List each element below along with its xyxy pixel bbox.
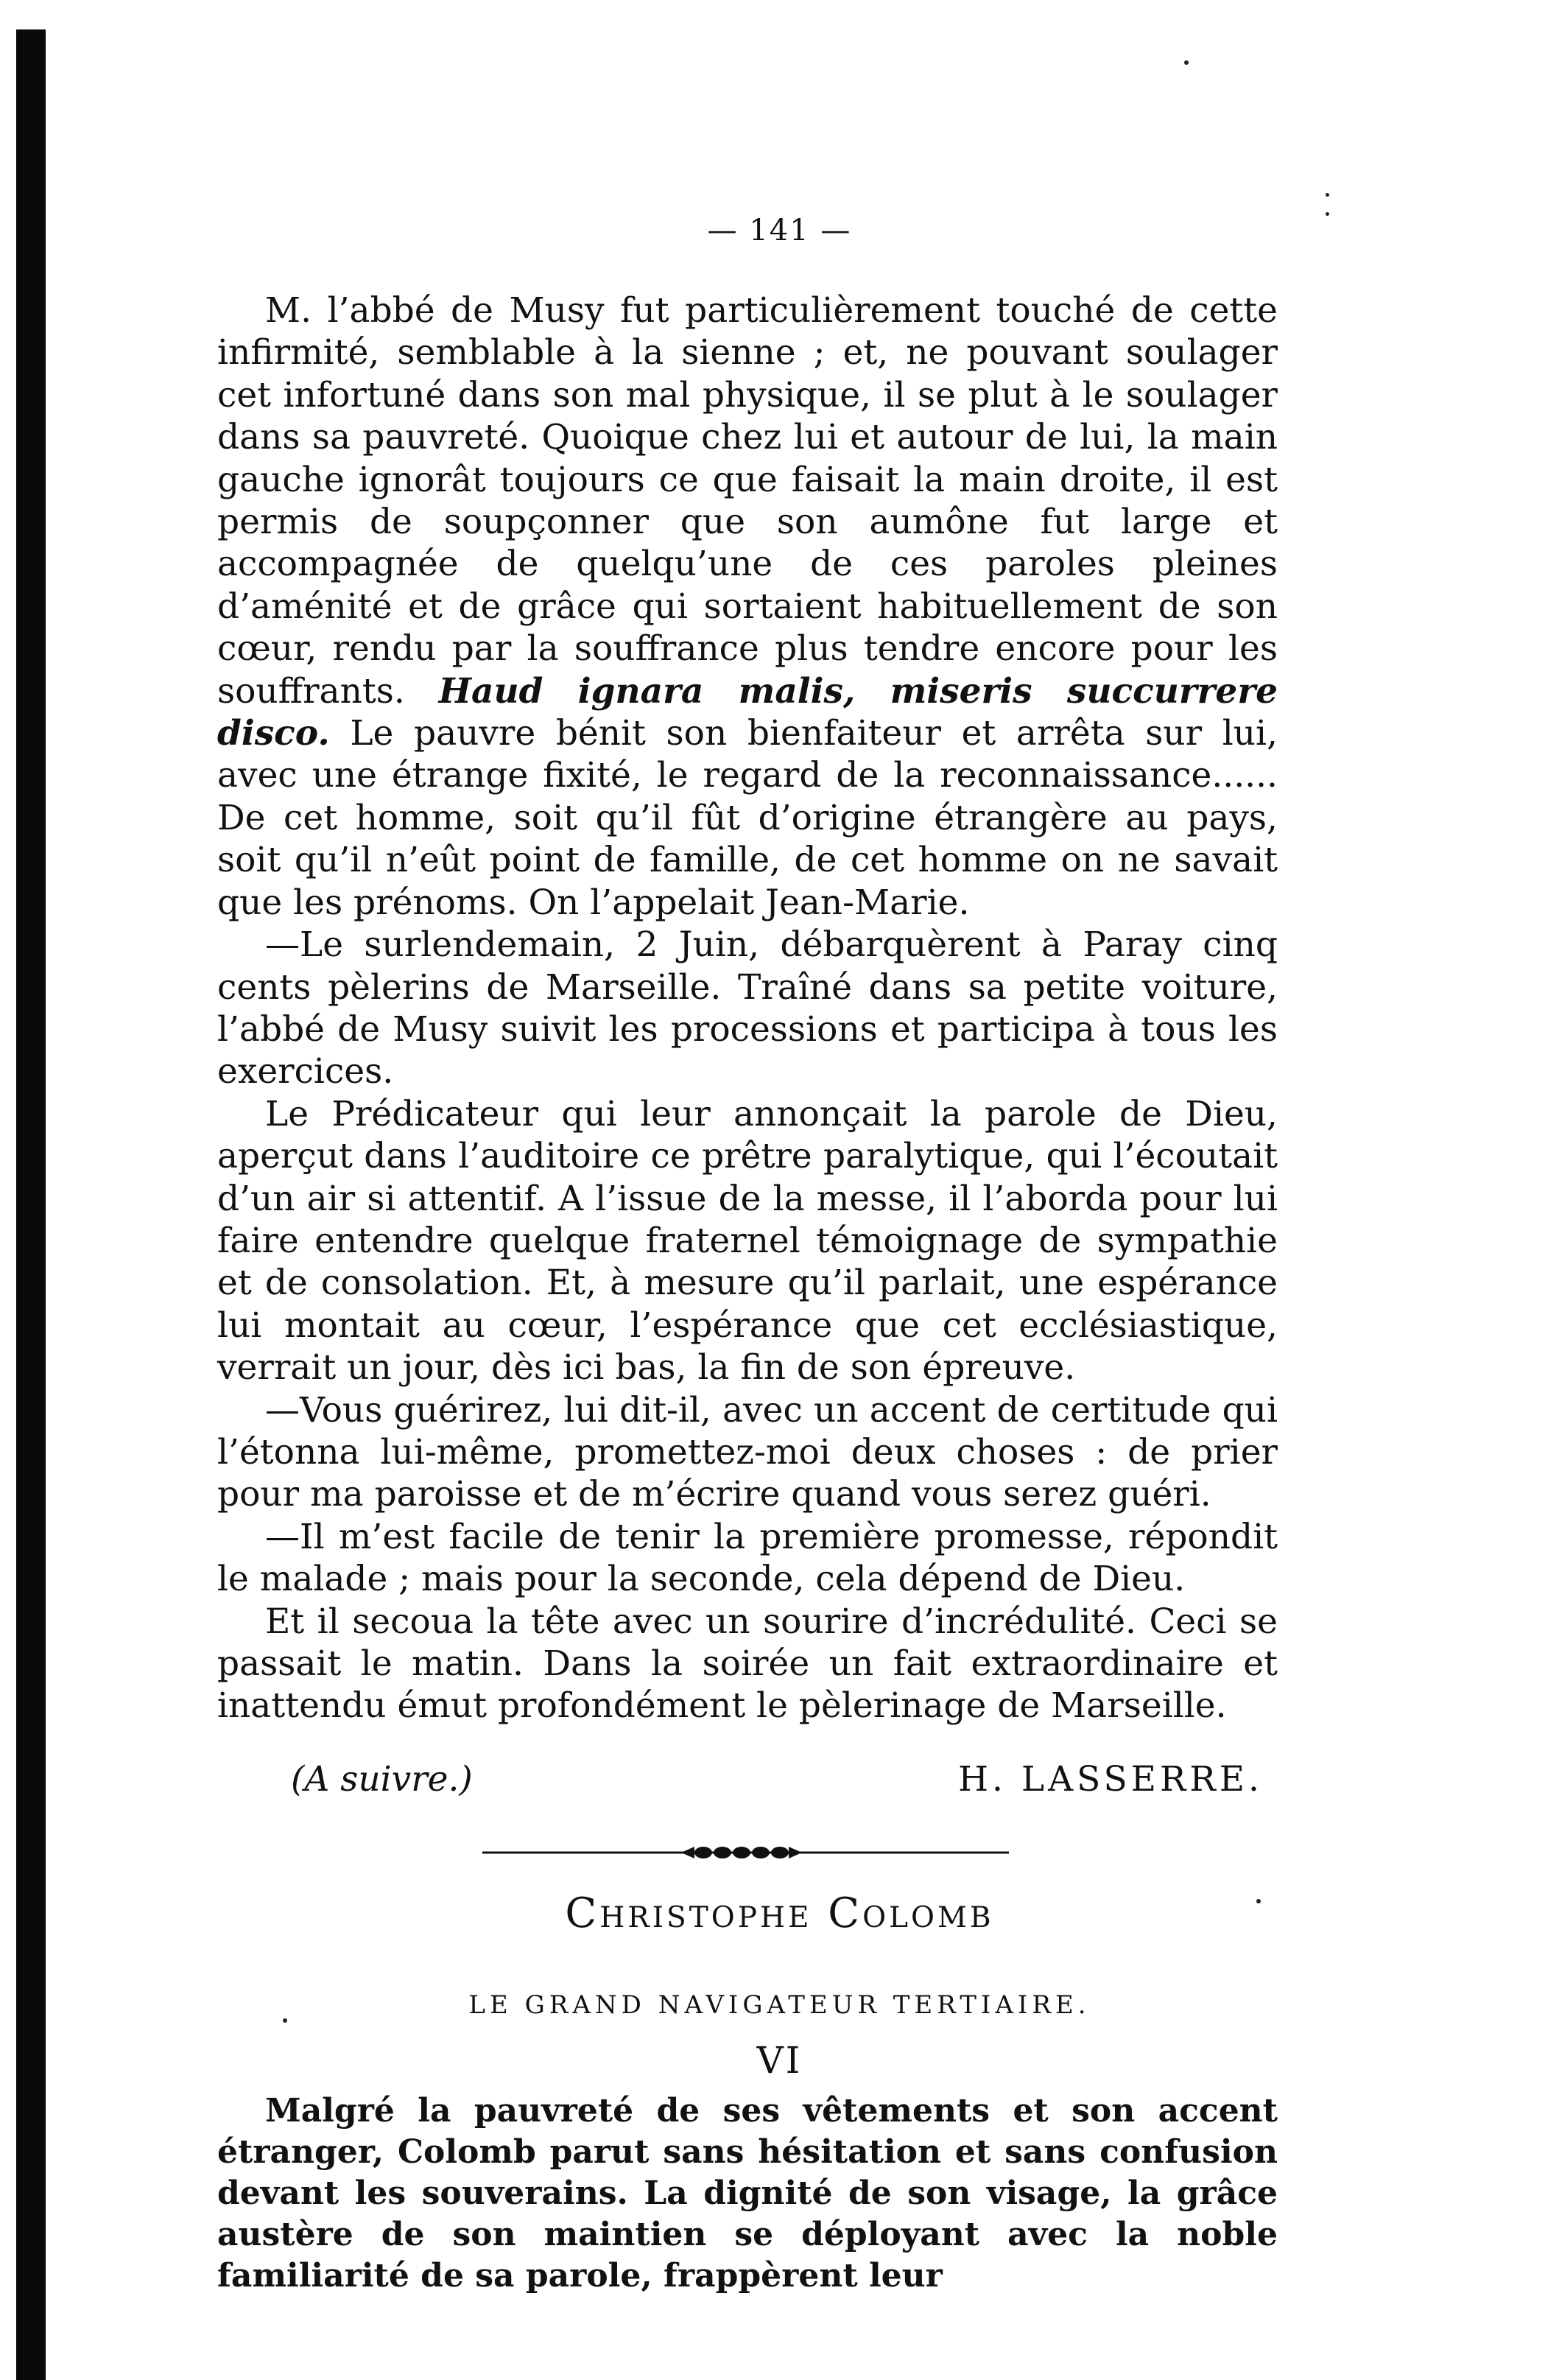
- to-be-continued: (A suivre.): [291, 1759, 473, 1800]
- chapter-title: Christophe Colomb: [565, 1889, 994, 1937]
- paragraph: Et il secoua la tête avec un sourire d’incrédulité. Ceci se passait le matin. Dans la soirée un fait extraordinaire et inattendu émut profondément le pèlerinage de Marseille.: [217, 1601, 1278, 1727]
- article-signoff: [291, 1759, 1263, 1803]
- scan-speck: [1326, 193, 1329, 197]
- chapter-subtitle: LE GRAND NAVIGATEUR TERTIAIRE.: [468, 1990, 1091, 2020]
- author-signature: H. LASSERRE.: [958, 1759, 1263, 1800]
- latin-quotation: Haud ignara malis, miseris succurrere disco.: [217, 670, 1278, 754]
- page-number: — 141 —: [707, 214, 852, 248]
- section-divider-ornament: [482, 1843, 1009, 1862]
- paragraph: M. l’abbé de Musy fut particulièrement touché de cette infirmité, semblable à la sienne ; et, ne pouvant soulager cet infortuné dans son mal physique, il se plut à le soulager dans sa pauvreté. Quoique chez lui et autour de lui, la main gauche ignorât toujours ce que faisait la main droite, il est permis de soupçonner que son aumône fut large et accompagnée de quelqu’une de ces paroles pleines d’aménité et de grâce qui sortaient habituellement de son cœur, rendu par la souffrance plus tendre encore pour les souffrants. Haud ignara malis, miseris succurrere disco. Le pauvre bénit son bienfaiteur et arrêta sur lui, avec une étrange fixité, le regard de la reconnaissance...... De cet homme, soit qu’il fût d’origine étrangère au pays, soit qu’il n’eût point de famille, de cet homme on ne savait que les prénoms. On l’appelait Jean-Marie.: [217, 290, 1278, 923]
- paragraph: —Vous guérirez, lui dit-il, avec un accent de certitude qui l’étonna lui-même, promettez-moi deux choses : de prier pour ma paroisse et de m’écrire quand vous serez guéri.: [217, 1389, 1278, 1515]
- scan-speck: [1184, 60, 1189, 65]
- paragraph: —Le surlendemain, 2 Juin, débarquèrent à Paray cinq cents pèlerins de Marseille. Traîné dans sa petite voiture, l’abbé de Musy suivit les processions et participa à tous les exercices.: [217, 924, 1278, 1092]
- chapter-body: [217, 2091, 1278, 2297]
- paragraph: Malgré la pauvreté de ses vêtements et son accent étranger, Colomb parut sans hésitation et sans confusion devant les souverains. La dignité de son visage, la grâce austère de son maintien se déployant avec la noble familiarité de sa parole, frappèrent leur: [217, 2092, 1278, 2295]
- paragraph: Le Prédicateur qui leur annonçait la parole de Dieu, aperçut dans l’auditoire ce prêtre paralytique, qui l’écoutait d’un air si attentif. A l’issue de la messe, il l’aborda pour lui faire entendre quelque fraternel témoignage de sympathie et de consolation. Et, à mesure qu’il parlait, une espérance lui montait au cœur, l’espérance que cet ecclésiastique, verrait un jour, dès ici bas, la fin de son épreuve.: [217, 1093, 1278, 1389]
- paragraph: —Il m’est facile de tenir la première promesse, répondit le malade ; mais pour la seconde, cela dépend de Dieu.: [217, 1516, 1278, 1600]
- chapter-numeral: VI: [756, 2039, 803, 2082]
- scan-binding-edge: [16, 29, 46, 2380]
- article-body: [217, 289, 1278, 1727]
